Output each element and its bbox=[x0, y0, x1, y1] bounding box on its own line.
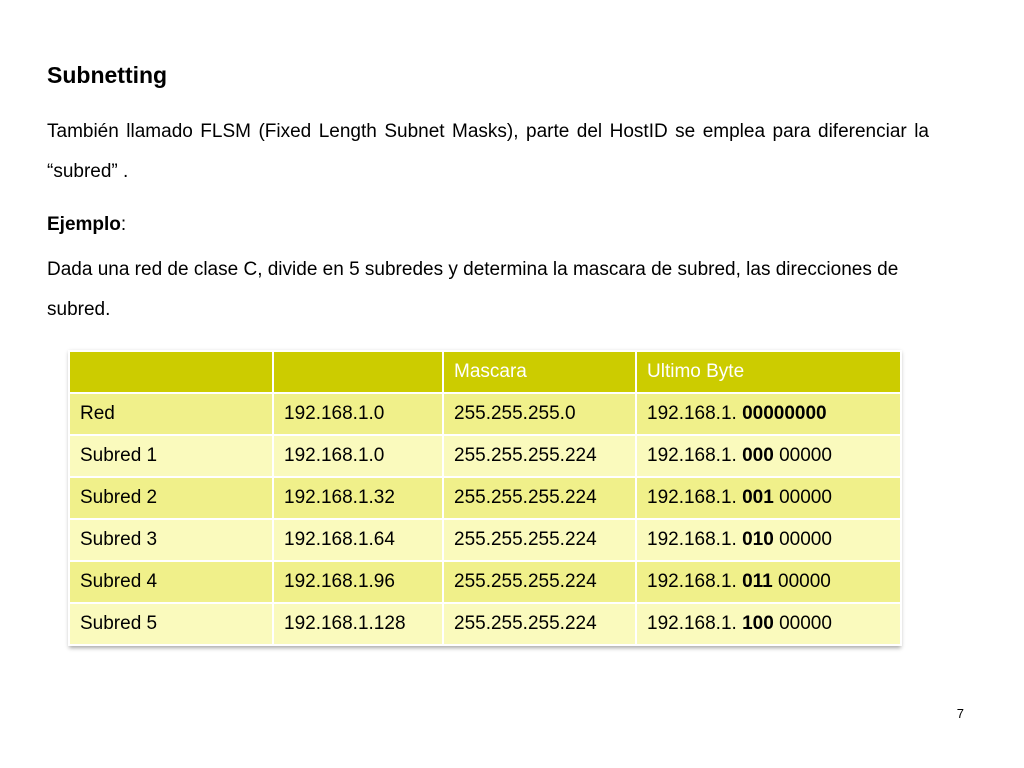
table-row bbox=[69, 603, 901, 645]
example-text: Dada una red de clase C, divide en 5 subredes y determina la mascara de subred, las direcciones de subred. bbox=[47, 259, 899, 320]
host-bits: 00000 bbox=[773, 487, 832, 508]
cell-name: Subred 5 bbox=[69, 603, 273, 645]
cell-last-byte bbox=[636, 477, 901, 519]
host-bits: 00000 bbox=[772, 571, 831, 592]
table-row bbox=[69, 435, 901, 477]
cell-name: Red bbox=[69, 393, 273, 435]
last-byte-prefix: 192.168.1. bbox=[647, 445, 743, 466]
cell-last-byte bbox=[636, 519, 901, 561]
cell-name: Subred 2 bbox=[69, 477, 273, 519]
cell-network: 192.168.1.128 bbox=[273, 603, 443, 645]
subnet-bits: 000 bbox=[742, 445, 774, 466]
slide-title: Subnetting bbox=[47, 62, 168, 88]
table-row bbox=[69, 477, 901, 519]
cell-mask: 255.255.255.224 bbox=[443, 519, 636, 561]
subnet-bits: 100 bbox=[742, 613, 774, 634]
cell-name: Subred 1 bbox=[69, 435, 273, 477]
cell-mask: 255.255.255.224 bbox=[443, 561, 636, 603]
header-cell-name bbox=[69, 351, 273, 393]
table-row bbox=[69, 519, 901, 561]
cell-mask: 255.255.255.224 bbox=[443, 435, 636, 477]
cell-network: 192.168.1.0 bbox=[273, 393, 443, 435]
example-heading bbox=[47, 214, 126, 236]
cell-last-byte bbox=[636, 603, 901, 645]
last-byte-prefix: 192.168.1. bbox=[647, 487, 743, 508]
last-byte-prefix: 192.168.1. bbox=[647, 403, 743, 424]
cell-network: 192.168.1.96 bbox=[273, 561, 443, 603]
page-number: 7 bbox=[956, 706, 964, 721]
last-byte-prefix: 192.168.1. bbox=[647, 613, 743, 634]
subnet-bits: 00000000 bbox=[742, 403, 827, 424]
example-label: Ejemplo bbox=[47, 214, 121, 235]
header-cell-network bbox=[273, 351, 443, 393]
cell-mask: 255.255.255.224 bbox=[443, 477, 636, 519]
header-cell-last-byte: Ultimo Byte bbox=[636, 351, 901, 393]
cell-last-byte bbox=[636, 393, 901, 435]
subnet-bits: 011 bbox=[742, 571, 773, 592]
cell-network: 192.168.1.0 bbox=[273, 435, 443, 477]
table-row bbox=[69, 393, 901, 435]
host-bits: 00000 bbox=[773, 445, 832, 466]
subnet-bits: 010 bbox=[742, 529, 774, 550]
table-header-row bbox=[69, 351, 901, 393]
cell-last-byte bbox=[636, 561, 901, 603]
intro-paragraph: También llamado FLSM (Fixed Length Subnet Masks), parte del HostID se emplea para diferenciar la “subred” . bbox=[47, 121, 929, 182]
cell-name: Subred 3 bbox=[69, 519, 273, 561]
cell-last-byte bbox=[636, 435, 901, 477]
cell-network: 192.168.1.32 bbox=[273, 477, 443, 519]
last-byte-prefix: 192.168.1. bbox=[647, 571, 743, 592]
host-bits: 00000 bbox=[773, 613, 832, 634]
subnet-bits: 001 bbox=[742, 487, 774, 508]
last-byte-prefix: 192.168.1. bbox=[647, 529, 743, 550]
table-row bbox=[69, 561, 901, 603]
cell-mask: 255.255.255.224 bbox=[443, 603, 636, 645]
subnet-table bbox=[68, 350, 902, 646]
cell-name: Subred 4 bbox=[69, 561, 273, 603]
example-colon: : bbox=[120, 214, 127, 235]
cell-network: 192.168.1.64 bbox=[273, 519, 443, 561]
cell-mask: 255.255.255.0 bbox=[443, 393, 636, 435]
header-cell-mask: Mascara bbox=[443, 351, 636, 393]
subnet-table-container bbox=[68, 350, 900, 646]
host-bits: 00000 bbox=[773, 529, 832, 550]
